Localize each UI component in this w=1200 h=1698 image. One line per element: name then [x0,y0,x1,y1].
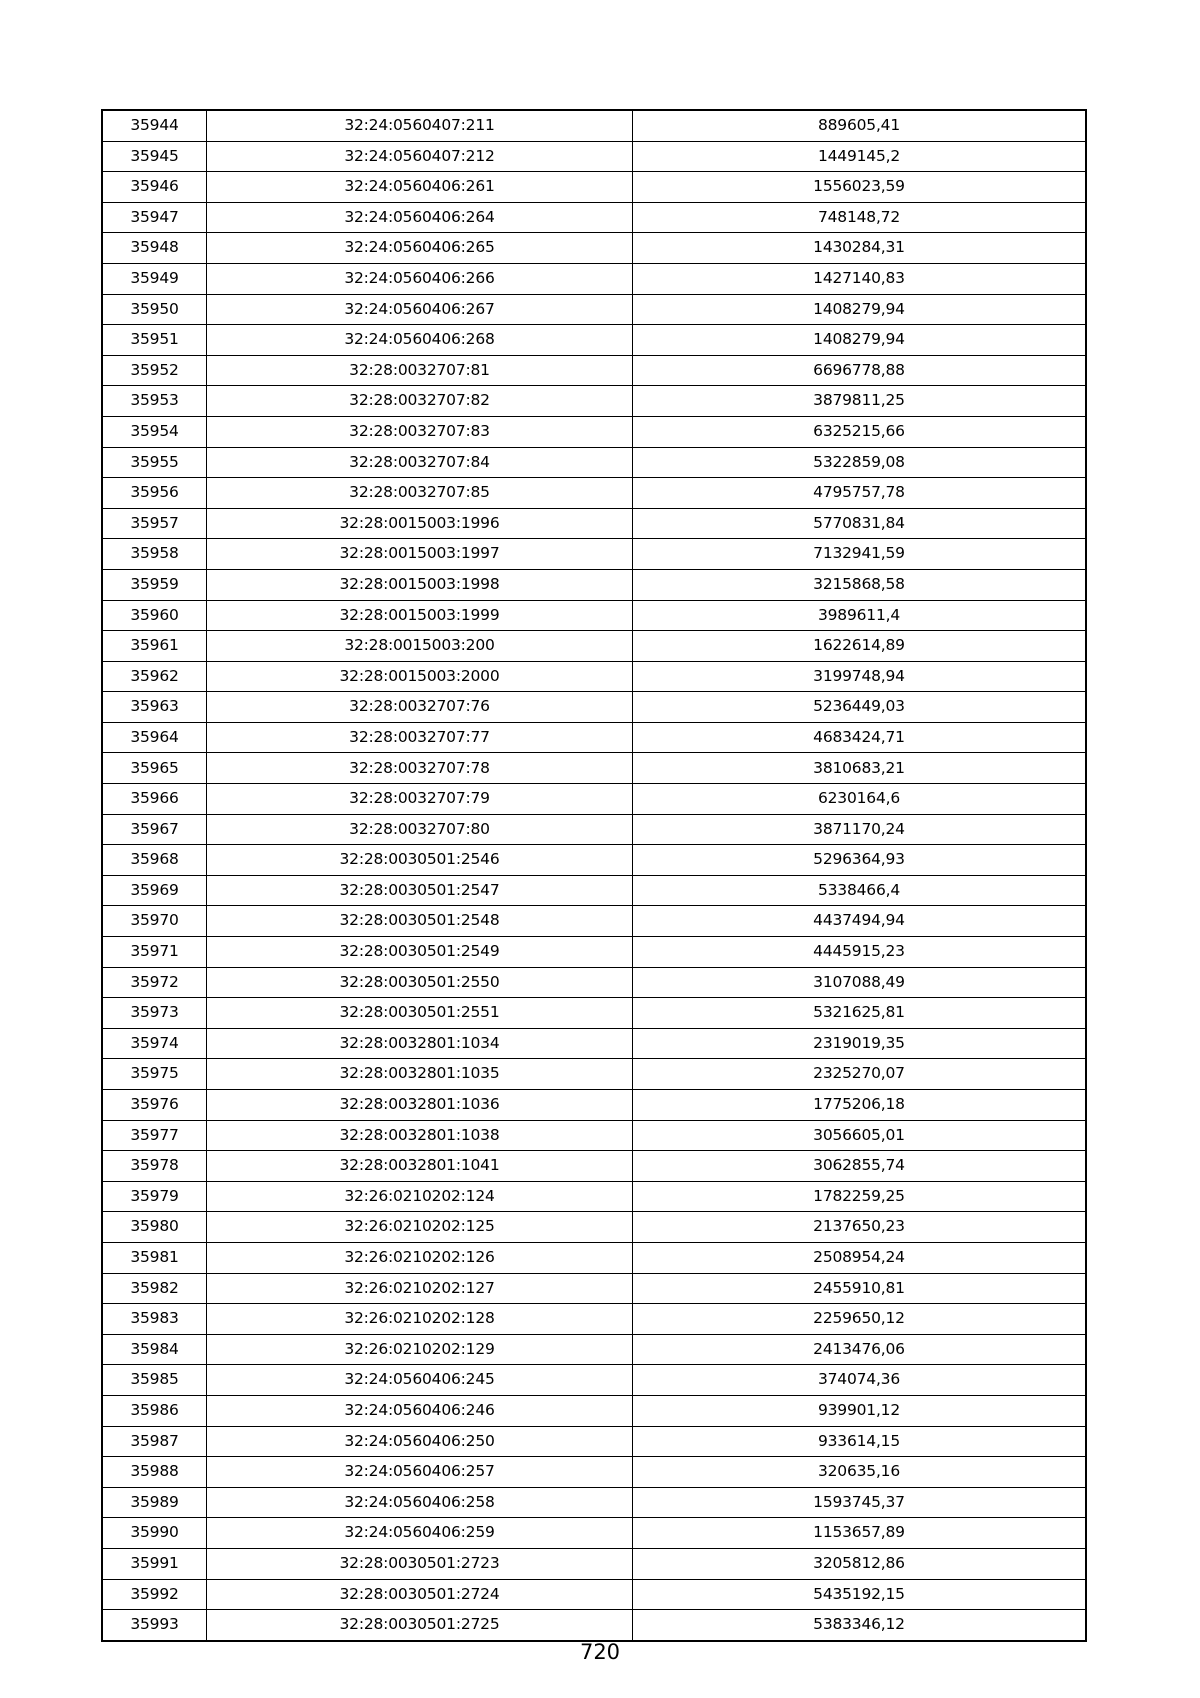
cadastral-number-cell: 32:28:0015003:200 [207,631,633,662]
table-row [103,631,1086,662]
value-cell: 2455910,81 [633,1273,1086,1304]
table-row [103,937,1086,968]
row-number-cell: 35965 [103,753,207,784]
cadastral-number-cell: 32:26:0210202:125 [207,1212,633,1243]
cadastral-number-cell: 32:28:0015003:2000 [207,661,633,692]
cadastral-number-cell: 32:28:0015003:1999 [207,600,633,631]
value-cell: 939901,12 [633,1395,1086,1426]
table-row [103,1426,1086,1457]
row-number-cell: 35977 [103,1120,207,1151]
row-number-cell: 35960 [103,600,207,631]
row-number-cell: 35962 [103,661,207,692]
cadastral-number-cell: 32:28:0032707:80 [207,814,633,845]
table-row [103,1457,1086,1488]
cadastral-number-cell: 32:24:0560406:250 [207,1426,633,1457]
table-row [103,539,1086,570]
row-number-cell: 35950 [103,294,207,325]
row-number-cell: 35980 [103,1212,207,1243]
table-row [103,1304,1086,1335]
row-number-cell: 35954 [103,416,207,447]
cadastral-number-cell: 32:28:0030501:2546 [207,845,633,876]
table-row [103,753,1086,784]
row-number-cell: 35945 [103,141,207,172]
row-number-cell: 35981 [103,1242,207,1273]
value-cell: 1153657,89 [633,1518,1086,1549]
row-number-cell: 35971 [103,937,207,968]
row-number-cell: 35957 [103,508,207,539]
value-cell: 3205812,86 [633,1548,1086,1579]
value-cell: 3107088,49 [633,967,1086,998]
row-number-cell: 35982 [103,1273,207,1304]
value-cell: 2325270,07 [633,1059,1086,1090]
row-number-cell: 35968 [103,845,207,876]
row-number-cell: 35944 [103,111,207,142]
row-number-cell: 35972 [103,967,207,998]
cadastral-number-cell: 32:28:0015003:1998 [207,569,633,600]
table-row [103,355,1086,386]
value-cell: 7132941,59 [633,539,1086,570]
registry-table [102,110,1086,1641]
value-cell: 1782259,25 [633,1181,1086,1212]
cadastral-number-cell: 32:28:0030501:2548 [207,906,633,937]
value-cell: 4795757,78 [633,478,1086,509]
value-cell: 1449145,2 [633,141,1086,172]
table-row [103,111,1086,142]
value-cell: 5338466,4 [633,875,1086,906]
table-row [103,569,1086,600]
cadastral-number-cell: 32:28:0032801:1034 [207,1028,633,1059]
cadastral-number-cell: 32:24:0560406:257 [207,1457,633,1488]
value-cell: 3810683,21 [633,753,1086,784]
table-row [103,1395,1086,1426]
table-row [103,1059,1086,1090]
value-cell: 889605,41 [633,111,1086,142]
value-cell: 320635,16 [633,1457,1086,1488]
row-number-cell: 35979 [103,1181,207,1212]
table-row [103,263,1086,294]
page-number: 720 [579,1640,621,1664]
value-cell: 748148,72 [633,202,1086,233]
table-row [103,692,1086,723]
cadastral-number-cell: 32:28:0032801:1038 [207,1120,633,1151]
value-cell: 3215868,58 [633,569,1086,600]
row-number-cell: 35975 [103,1059,207,1090]
cadastral-number-cell: 32:26:0210202:126 [207,1242,633,1273]
cadastral-number-cell: 32:24:0560407:212 [207,141,633,172]
row-number-cell: 35946 [103,172,207,203]
value-cell: 374074,36 [633,1365,1086,1396]
table-row [103,1579,1086,1610]
value-cell: 1775206,18 [633,1090,1086,1121]
value-cell: 2508954,24 [633,1242,1086,1273]
table-row [103,661,1086,692]
cadastral-number-cell: 32:28:0030501:2725 [207,1610,633,1641]
cadastral-number-cell: 32:26:0210202:127 [207,1273,633,1304]
cadastral-number-cell: 32:28:0032707:79 [207,784,633,815]
table-row [103,1487,1086,1518]
row-number-cell: 35989 [103,1487,207,1518]
value-cell: 6325215,66 [633,416,1086,447]
cadastral-number-cell: 32:24:0560406:246 [207,1395,633,1426]
cadastral-number-cell: 32:26:0210202:129 [207,1334,633,1365]
cadastral-number-cell: 32:28:0030501:2724 [207,1579,633,1610]
value-cell: 933614,15 [633,1426,1086,1457]
cadastral-number-cell: 32:24:0560406:245 [207,1365,633,1396]
table-row [103,447,1086,478]
row-number-cell: 35956 [103,478,207,509]
row-number-cell: 35953 [103,386,207,417]
table-row [103,1151,1086,1182]
cadastral-number-cell: 32:28:0032707:76 [207,692,633,723]
row-number-cell: 35992 [103,1579,207,1610]
row-number-cell: 35955 [103,447,207,478]
value-cell: 1427140,83 [633,263,1086,294]
row-number-cell: 35963 [103,692,207,723]
cadastral-number-cell: 32:28:0032801:1041 [207,1151,633,1182]
cadastral-number-cell: 32:24:0560406:265 [207,233,633,264]
table-row [103,1028,1086,1059]
row-number-cell: 35952 [103,355,207,386]
value-cell: 3871170,24 [633,814,1086,845]
cadastral-number-cell: 32:28:0015003:1997 [207,539,633,570]
value-cell: 1408279,94 [633,325,1086,356]
value-cell: 5322859,08 [633,447,1086,478]
value-cell: 5236449,03 [633,692,1086,723]
row-number-cell: 35949 [103,263,207,294]
value-cell: 5296364,93 [633,845,1086,876]
table-row [103,1365,1086,1396]
table-row [103,1334,1086,1365]
table-row [103,875,1086,906]
value-cell: 2319019,35 [633,1028,1086,1059]
row-number-cell: 35993 [103,1610,207,1641]
table-row [103,202,1086,233]
value-cell: 3199748,94 [633,661,1086,692]
table-row [103,845,1086,876]
row-number-cell: 35967 [103,814,207,845]
registry-table-body [103,111,1086,1641]
row-number-cell: 35958 [103,539,207,570]
row-number-cell: 35951 [103,325,207,356]
table-row [103,784,1086,815]
cadastral-number-cell: 32:28:0030501:2547 [207,875,633,906]
value-cell: 5770831,84 [633,508,1086,539]
value-cell: 1593745,37 [633,1487,1086,1518]
table-row [103,1518,1086,1549]
row-number-cell: 35978 [103,1151,207,1182]
cadastral-number-cell: 32:28:0032707:78 [207,753,633,784]
cadastral-number-cell: 32:24:0560406:258 [207,1487,633,1518]
row-number-cell: 35983 [103,1304,207,1335]
value-cell: 3989611,4 [633,600,1086,631]
cadastral-number-cell: 32:28:0015003:1996 [207,508,633,539]
value-cell: 3879811,25 [633,386,1086,417]
value-cell: 3062855,74 [633,1151,1086,1182]
cadastral-number-cell: 32:24:0560406:259 [207,1518,633,1549]
row-number-cell: 35969 [103,875,207,906]
table-row [103,141,1086,172]
table-row [103,1273,1086,1304]
row-number-cell: 35974 [103,1028,207,1059]
row-number-cell: 35990 [103,1518,207,1549]
cadastral-number-cell: 32:26:0210202:128 [207,1304,633,1335]
cadastral-number-cell: 32:28:0030501:2549 [207,937,633,968]
row-number-cell: 35966 [103,784,207,815]
row-number-cell: 35991 [103,1548,207,1579]
cadastral-number-cell: 32:28:0030501:2550 [207,967,633,998]
table-row [103,233,1086,264]
table-row [103,1090,1086,1121]
table-row [103,722,1086,753]
table-row [103,1120,1086,1151]
value-cell: 6696778,88 [633,355,1086,386]
table-row [103,1181,1086,1212]
table-row [103,416,1086,447]
table-row [103,998,1086,1029]
row-number-cell: 35961 [103,631,207,662]
table-row [103,325,1086,356]
cadastral-number-cell: 32:28:0032707:84 [207,447,633,478]
cadastral-number-cell: 32:28:0032707:83 [207,416,633,447]
cadastral-number-cell: 32:28:0032707:85 [207,478,633,509]
row-number-cell: 35988 [103,1457,207,1488]
row-number-cell: 35959 [103,569,207,600]
value-cell: 2259650,12 [633,1304,1086,1335]
value-cell: 5321625,81 [633,998,1086,1029]
table-row [103,1242,1086,1273]
value-cell: 2137650,23 [633,1212,1086,1243]
cadastral-number-cell: 32:24:0560406:267 [207,294,633,325]
value-cell: 5383346,12 [633,1610,1086,1641]
cadastral-number-cell: 32:24:0560407:211 [207,111,633,142]
value-cell: 1622614,89 [633,631,1086,662]
cadastral-number-cell: 32:28:0032707:82 [207,386,633,417]
value-cell: 1408279,94 [633,294,1086,325]
row-number-cell: 35987 [103,1426,207,1457]
cadastral-number-cell: 32:28:0032707:81 [207,355,633,386]
row-number-cell: 35984 [103,1334,207,1365]
row-number-cell: 35970 [103,906,207,937]
table-row [103,600,1086,631]
value-cell: 3056605,01 [633,1120,1086,1151]
row-number-cell: 35948 [103,233,207,264]
cadastral-number-cell: 32:28:0032707:77 [207,722,633,753]
table-row [103,967,1086,998]
value-cell: 4445915,23 [633,937,1086,968]
row-number-cell: 35973 [103,998,207,1029]
row-number-cell: 35976 [103,1090,207,1121]
value-cell: 5435192,15 [633,1579,1086,1610]
table-row [103,386,1086,417]
row-number-cell: 35964 [103,722,207,753]
cadastral-number-cell: 32:28:0030501:2723 [207,1548,633,1579]
value-cell: 2413476,06 [633,1334,1086,1365]
row-number-cell: 35986 [103,1395,207,1426]
table-row [103,906,1086,937]
cadastral-number-cell: 32:28:0032801:1036 [207,1090,633,1121]
cadastral-number-cell: 32:26:0210202:124 [207,1181,633,1212]
table-row [103,814,1086,845]
cadastral-number-cell: 32:24:0560406:268 [207,325,633,356]
value-cell: 1556023,59 [633,172,1086,203]
table-row [103,1548,1086,1579]
table-row [103,172,1086,203]
cadastral-number-cell: 32:24:0560406:266 [207,263,633,294]
table-row [103,478,1086,509]
value-cell: 4683424,71 [633,722,1086,753]
cadastral-number-cell: 32:28:0032801:1035 [207,1059,633,1090]
table-row [103,1610,1086,1641]
table-row [103,294,1086,325]
value-cell: 6230164,6 [633,784,1086,815]
row-number-cell: 35985 [103,1365,207,1396]
cadastral-number-cell: 32:24:0560406:264 [207,202,633,233]
table-row [103,508,1086,539]
row-number-cell: 35947 [103,202,207,233]
cadastral-number-cell: 32:24:0560406:261 [207,172,633,203]
table-row [103,1212,1086,1243]
value-cell: 4437494,94 [633,906,1086,937]
cadastral-number-cell: 32:28:0030501:2551 [207,998,633,1029]
value-cell: 1430284,31 [633,233,1086,264]
